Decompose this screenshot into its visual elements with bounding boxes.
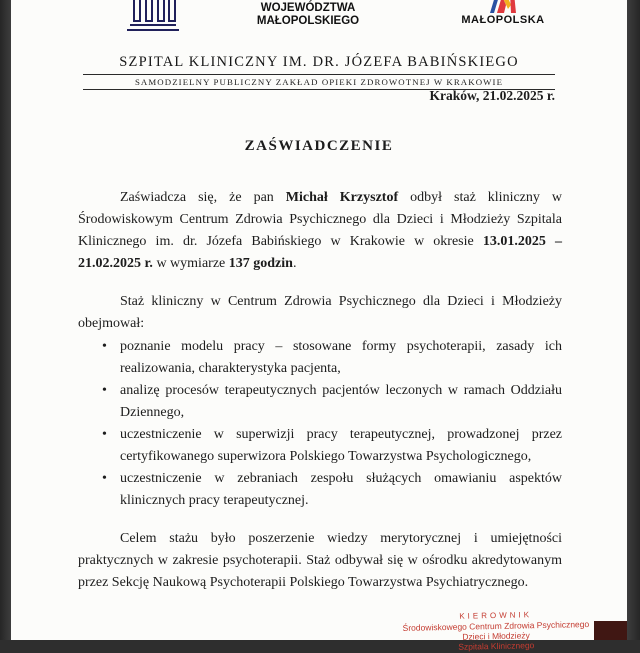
text-segment: Michał Krzysztof: [285, 190, 399, 205]
bullet-item: [100, 424, 562, 468]
text-segment: Staż kliniczny w Centrum Zdrowia Psychicznego dla Dzieci i Młodzieży obejmował:: [78, 294, 562, 331]
text-segment: 137 godzin: [228, 256, 293, 271]
text-segment: 13.01.2025 – 21.02.2025 r.: [78, 234, 563, 271]
bullet-list: [78, 336, 562, 512]
malopolska-logo: [443, 0, 563, 26]
hospital-subtitle: SAMODZIELNY PUBLICZNY ZAKŁAD OPIEKI ZDROWOTNEJ W KRAKOWIE: [134, 77, 504, 87]
document-title: ZAŚWIADCZENIE: [244, 138, 394, 154]
text-segment: odbył staż kliniczny w Środowiskowym Centrum Zdrowia Psychicznego dla Dzieci i Młodzieży Szpitala Klinicznego im. dr. Józefa Babińskiego w Krakowie w okresie: [78, 190, 562, 249]
stamp-line: KIEROWNIK: [459, 610, 533, 621]
text-segment: Celem stażu było poszerzenie wiedzy merytorycznej i umiejętności praktycznych w zakresie psychoterapii. Staż odbywał się w ośrodku akredytowanym przez Sekcję Naukową Psychoterapii Polskiego Towarzystwa Psychiatrycznego.: [78, 531, 562, 590]
text-segment: .: [292, 256, 297, 271]
paragraph: [78, 528, 562, 594]
stamp-line: Szpitala Klinicznego: [458, 640, 535, 652]
bullet-marker: •: [102, 339, 107, 354]
malopolska-m-icon: [489, 0, 517, 13]
letterhead: [11, 54, 627, 90]
text-segment: Zaświadcza się, że pan: [120, 190, 286, 205]
bullet-item: [100, 468, 562, 512]
bullet-marker: •: [102, 427, 107, 442]
paragraph: [78, 187, 562, 275]
stamp-line: Środowiskowego Centrum Zdrowia Psychicznego: [402, 619, 590, 633]
malopolska-logo-label: MAŁOPOLSKA: [461, 14, 545, 26]
bullet-marker: •: [102, 471, 107, 486]
bullet-text: poznanie modelu pracy – stosowane formy psychoterapii, zasady ich realizowania, charakterystyka pacjenta,: [120, 339, 562, 376]
place-date: Kraków, 21.02.2025 r.: [429, 88, 555, 103]
document-page: [11, 0, 627, 652]
classical-building-icon: [123, 23, 183, 40]
bullet-text: uczestniczenie w zebraniach zespołu służących omawianiu aspektów klinicznych pracy terapeutycznej.: [120, 471, 562, 508]
bullet-item: [100, 336, 562, 380]
bullet-item: [100, 380, 562, 424]
letterhead-rule-top: [83, 74, 555, 75]
bullet-marker: •: [102, 383, 107, 398]
bullet-text: analizę procesów terapeutycznych pacjentów leczonych w ramach Oddziału Dziennego,: [120, 383, 562, 420]
text-segment: w wymiarze: [152, 256, 229, 271]
hospital-building-logo: [123, 0, 183, 36]
stamp-line: Dzieci i Młodzieży: [462, 630, 530, 642]
voivodeship-logo-line1: WOJEWÓDZTWA: [260, 2, 356, 14]
paragraph: [78, 291, 562, 335]
hospital-name: SZPITAL KLINICZNY IM. DR. JÓZEFA BABIŃSKIEGO: [119, 54, 519, 70]
stamp-ink-artifact: [594, 621, 627, 640]
document-body: [78, 187, 562, 594]
scan-edge-right: [627, 0, 640, 640]
voivodeship-logo: [233, 2, 383, 28]
scan-edge-left: [0, 0, 11, 640]
voivodeship-logo-line2: MAŁOPOLSKIEGO: [256, 15, 360, 27]
bullet-text: uczestniczenie w superwizji pracy terapeutycznej, prowadzonej przez certyfikowanego superwizora Polskiego Towarzystwa Psychologicznego,: [120, 427, 562, 464]
director-stamp: [381, 609, 612, 653]
